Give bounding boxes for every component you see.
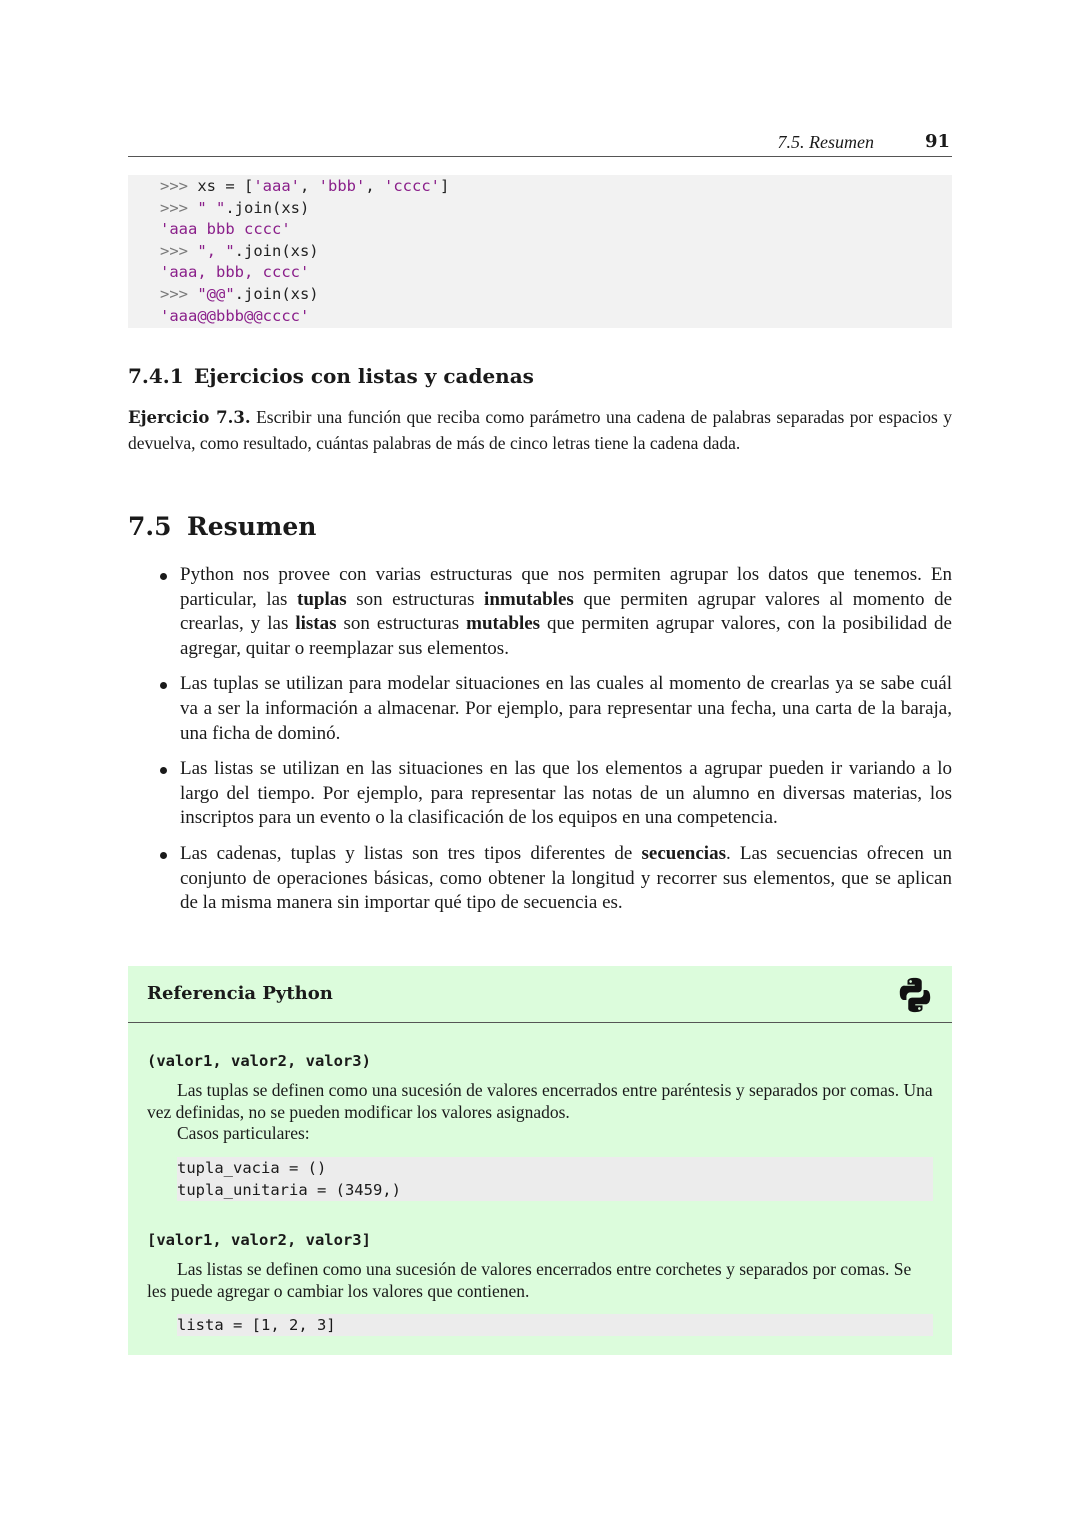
section-number: 7.5 (128, 512, 172, 541)
bullet-text: son estructuras (346, 588, 485, 610)
code-line (160, 241, 319, 261)
tuple-signature: (valor1, valor2, valor3) (147, 1052, 371, 1070)
section-number: 7.4.1 (128, 364, 184, 388)
summary-bullet (160, 672, 952, 746)
bold-term: tuplas (297, 588, 347, 610)
list-signature: [valor1, valor2, valor3] (147, 1231, 371, 1249)
code-string: 'aaa@@bbb@@cccc' (160, 306, 310, 325)
code-text: .join(xs) (234, 285, 319, 303)
reference-title: Referencia Python (147, 983, 333, 1004)
bold-term: mutables (466, 613, 541, 635)
code-string: 'aaa bbb cccc' (160, 220, 291, 239)
exercise-text: Escribir una función que reciba como parámetro una cadena de palabras separadas por espacios y devuelva, como resultado, cuántas palabras de más de cinco letras tiene la cadena dada. (128, 407, 953, 453)
code-string: ", " (197, 241, 235, 260)
code-text: .join(xs) (225, 198, 310, 217)
summary-bullet (160, 842, 952, 916)
code-prompt: >>> (160, 285, 198, 303)
bullet-text: Las cadenas, tuplas y listas son tres tipos diferentes de (180, 842, 642, 864)
bullet-text: Las listas se utilizan en las situaciones en las que los elementos a agrupar pueden ir variando a lo largo del tiempo. Por ejemplo, para representar las notas de un alumno en diversas materias, los inscriptos para un evento o la clasificación de los equipos en una competencia. (180, 758, 952, 829)
code-string: 'cccc' (384, 177, 441, 195)
summary-list (160, 563, 952, 927)
list-code-block (177, 1314, 933, 1336)
running-title: 7.5. Resumen (777, 132, 874, 152)
bullet-text: son estructuras (336, 613, 467, 635)
reference-header (128, 966, 952, 1023)
section-heading-7-5 (128, 512, 316, 541)
code-string: 'aaa, bbb, cccc' (160, 263, 310, 282)
code-string: 'bbb' (318, 177, 366, 195)
code-prompt: >>> (160, 177, 198, 195)
page-number: 91 (924, 131, 950, 152)
exercise-7-3 (128, 405, 952, 455)
code-string: " " (197, 198, 226, 217)
section-heading-7-4-1 (128, 364, 534, 388)
code-block-join (128, 175, 952, 328)
code-text: .join(xs) (234, 241, 319, 260)
bullet-text: que permiten agrupar valores, con la posibilidad de agregar, quitar o reemplazar sus elementos. (180, 613, 952, 659)
code-text: , (365, 177, 385, 195)
code-string: 'aaa' (253, 177, 300, 195)
code-text: xs = [ (197, 177, 254, 195)
python-logo-icon (896, 976, 934, 1014)
code-prompt: >>> (160, 241, 198, 260)
code-line (160, 219, 291, 239)
code-line (160, 262, 309, 282)
code-text: , (300, 177, 319, 195)
bullet-text: Python nos provee con varias estructuras que nos permiten agrupar los datos que tenemos. En particular, las (180, 564, 952, 610)
tuple-code-block (177, 1157, 933, 1201)
section-title: Resumen (187, 512, 317, 541)
code-string: "@@" (197, 285, 235, 303)
bullet-text: Las tuplas se utilizan para modelar situaciones en las cuales al momento de crearlas ya se sabe cuál va a ser la información a almacenar. Por ejemplo, para representar una fecha, una carta de la baraja, una ficha de dominó. (180, 673, 952, 744)
list-description: Las listas se definen como una sucesión de valores encerrados entre corchetes y separados por comas. Se les puede agregar o cambiar los valores que contienen. (147, 1259, 912, 1301)
tuple-particular-label: Casos particulares: (177, 1123, 310, 1143)
python-reference-box (128, 966, 952, 1355)
bold-term: secuencias (641, 842, 726, 864)
bold-term: inmutables (484, 588, 574, 610)
summary-bullet (160, 563, 952, 661)
code-text: ] (440, 177, 450, 195)
code-line: tupla_vacia = () (177, 1159, 327, 1177)
tuple-description: Las tuplas se definen como una sucesión de valores encerrados entre paréntesis y separados por comas. Una vez definidas, no se pueden modificar los valores asignados. (147, 1080, 933, 1122)
code-prompt: >>> (160, 198, 198, 217)
bold-term: listas (295, 613, 337, 635)
section-title: Ejercicios con listas y cadenas (194, 364, 534, 388)
page-header (128, 128, 952, 157)
code-line: tupla_unitaria = (3459,) (177, 1180, 401, 1199)
exercise-label: Ejercicio 7.3. (128, 408, 251, 427)
code-line: lista = [1, 2, 3] (177, 1316, 336, 1334)
bullet-text: que permiten agrupar valores al momento de crearlas, y las (180, 588, 952, 635)
code-line (160, 306, 309, 326)
summary-bullet (160, 757, 952, 831)
code-line (160, 284, 319, 304)
bullet-text: . Las secuencias ofrecen un conjunto de operaciones básicas, como obtener la longitud y recorrer sus elementos, que se aplican de la misma manera sin importar qué tipo de secuencia es. (180, 842, 952, 914)
code-line (160, 198, 309, 218)
code-line (160, 176, 449, 196)
